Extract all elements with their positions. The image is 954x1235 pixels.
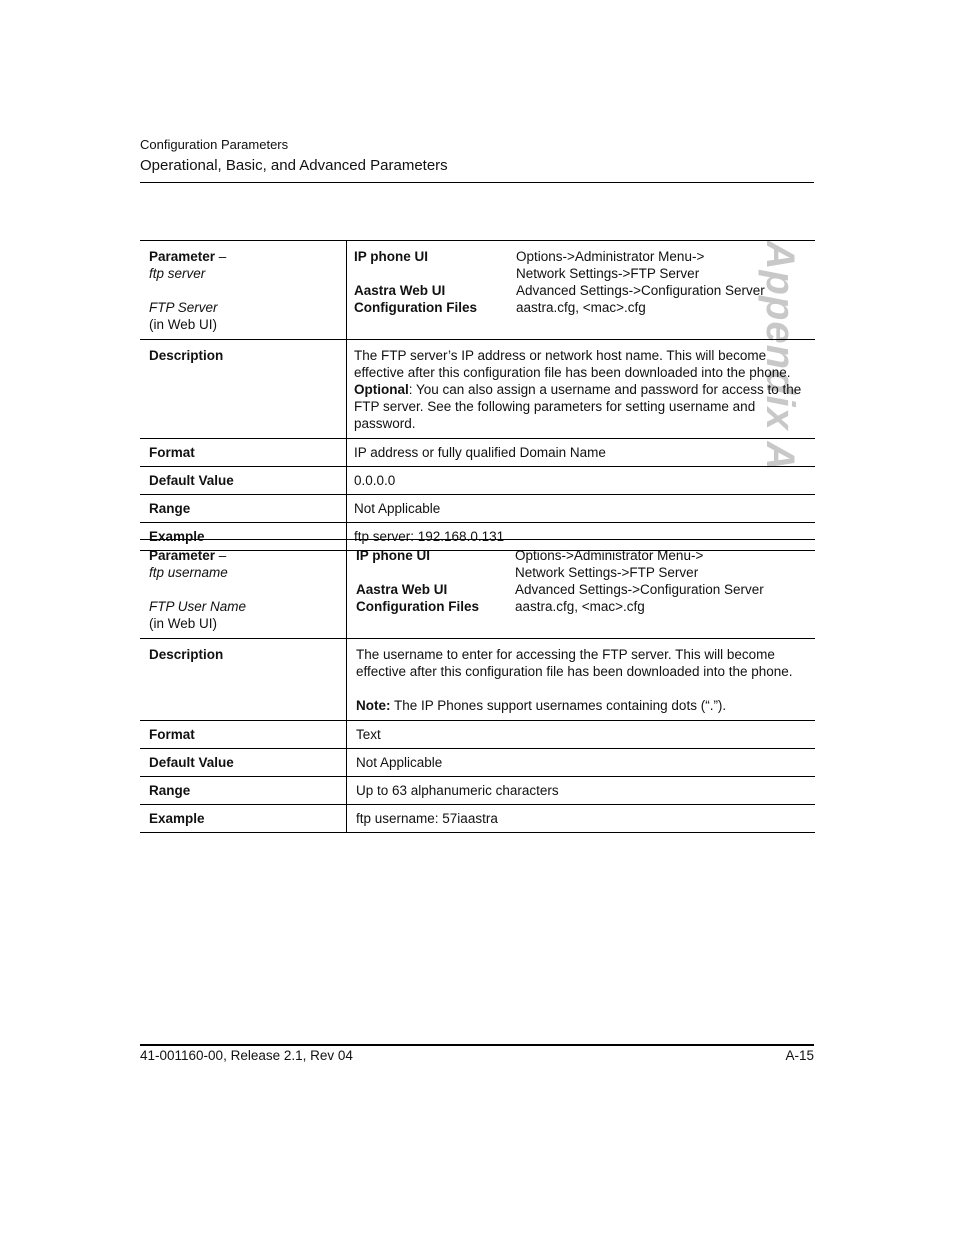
ip-phone-ui-path-1: Options->Administrator Menu-> (516, 249, 705, 264)
description-text: The FTP server’s IP address or network host name. This will become effective after this configuration file has been downloaded into the phone. (354, 348, 791, 380)
header-divider (140, 182, 814, 183)
table-row-description (140, 639, 815, 721)
table-row-format (140, 721, 815, 749)
table-row-parameter (140, 540, 815, 639)
config-files-value: aastra.cfg, <mac>.cfg (515, 599, 645, 614)
note-text: The IP Phones support usernames containing dots (“.”). (390, 698, 727, 713)
default-label: Default Value (140, 749, 347, 777)
parameter-cell (140, 241, 347, 340)
table-row-format (140, 439, 815, 467)
parameter-table-ftp-server (140, 240, 815, 551)
note-label: Note: (356, 698, 391, 713)
web-ui-path: Advanced Settings->Configuration Server (515, 582, 764, 597)
format-value: Text (356, 727, 381, 742)
ip-phone-ui-path-2: Network Settings->FTP Server (516, 266, 700, 281)
web-ui-name: FTP Server (149, 300, 218, 315)
web-ui-label: Aastra Web UI (356, 582, 448, 597)
range-value: Up to 63 alphanumeric characters (356, 783, 559, 798)
default-label: Default Value (140, 467, 347, 495)
example-value: ftp server: 192.168.0.131 (354, 529, 505, 544)
parameter-name: ftp username (149, 565, 228, 580)
example-label: Example (140, 523, 347, 551)
ip-phone-ui-path-1: Options->Administrator Menu-> (515, 548, 704, 563)
table-row-default (140, 749, 815, 777)
ui-location-cell (347, 241, 816, 340)
web-ui-name: FTP User Name (149, 599, 247, 614)
optional-text: : You can also assign a username and password for access to the FTP server. See the following parameters for setting username and password. (354, 382, 802, 431)
description-cell (347, 340, 816, 439)
parameter-label: Parameter (149, 548, 216, 563)
footer-doc-id: 41-001160-00, Release 2.1, Rev 04 (140, 1048, 353, 1063)
ip-phone-ui-label: IP phone UI (354, 249, 429, 264)
parameter-dash: – (215, 548, 227, 563)
example-label: Example (140, 805, 347, 833)
footer-divider (140, 1044, 814, 1046)
format-label: Format (140, 439, 347, 467)
range-label: Range (140, 777, 347, 805)
running-header-section: Configuration Parameters (140, 137, 289, 152)
format-label: Format (140, 721, 347, 749)
appendix-side-tab: Appendix A (758, 240, 803, 472)
default-value: Not Applicable (356, 755, 443, 770)
web-ui-path: Advanced Settings->Configuration Server (516, 283, 765, 298)
parameter-table-ftp-username (140, 539, 815, 833)
config-files-value: aastra.cfg, <mac>.cfg (516, 300, 646, 315)
description-label: Description (140, 340, 347, 439)
example-value: ftp username: 57iaastra (356, 811, 498, 826)
format-value: IP address or fully qualified Domain Name (354, 445, 606, 460)
parameter-dash: – (215, 249, 227, 264)
config-files-label: Configuration Files (356, 599, 479, 614)
parameter-label: Parameter (149, 249, 216, 264)
description-text: The username to enter for accessing the FTP server. This will become effective after this configuration file has been downloaded into the phone. (356, 647, 793, 679)
range-value: Not Applicable (354, 501, 441, 516)
web-ui-label: Aastra Web UI (354, 283, 446, 298)
ip-phone-ui-path-2: Network Settings->FTP Server (515, 565, 699, 580)
table-row-range (140, 777, 815, 805)
footer-page-number: A-15 (785, 1048, 814, 1063)
ui-location-cell (347, 540, 816, 639)
web-ui-note: (in Web UI) (149, 317, 218, 332)
description-label: Description (140, 639, 347, 721)
default-value: 0.0.0.0 (354, 473, 396, 488)
table-row-default (140, 467, 815, 495)
web-ui-note: (in Web UI) (149, 616, 218, 631)
config-files-label: Configuration Files (354, 300, 477, 315)
ip-phone-ui-label: IP phone UI (356, 548, 431, 563)
parameter-name: ftp server (149, 266, 206, 281)
table-row-range (140, 495, 815, 523)
description-cell (347, 639, 816, 721)
optional-label: Optional (354, 382, 409, 397)
running-header-subsection: Operational, Basic, and Advanced Parameters (140, 157, 448, 174)
range-label: Range (140, 495, 347, 523)
table-row-description (140, 340, 815, 439)
table-row-example (140, 805, 815, 833)
parameter-cell (140, 540, 347, 639)
table-row-parameter (140, 241, 815, 340)
